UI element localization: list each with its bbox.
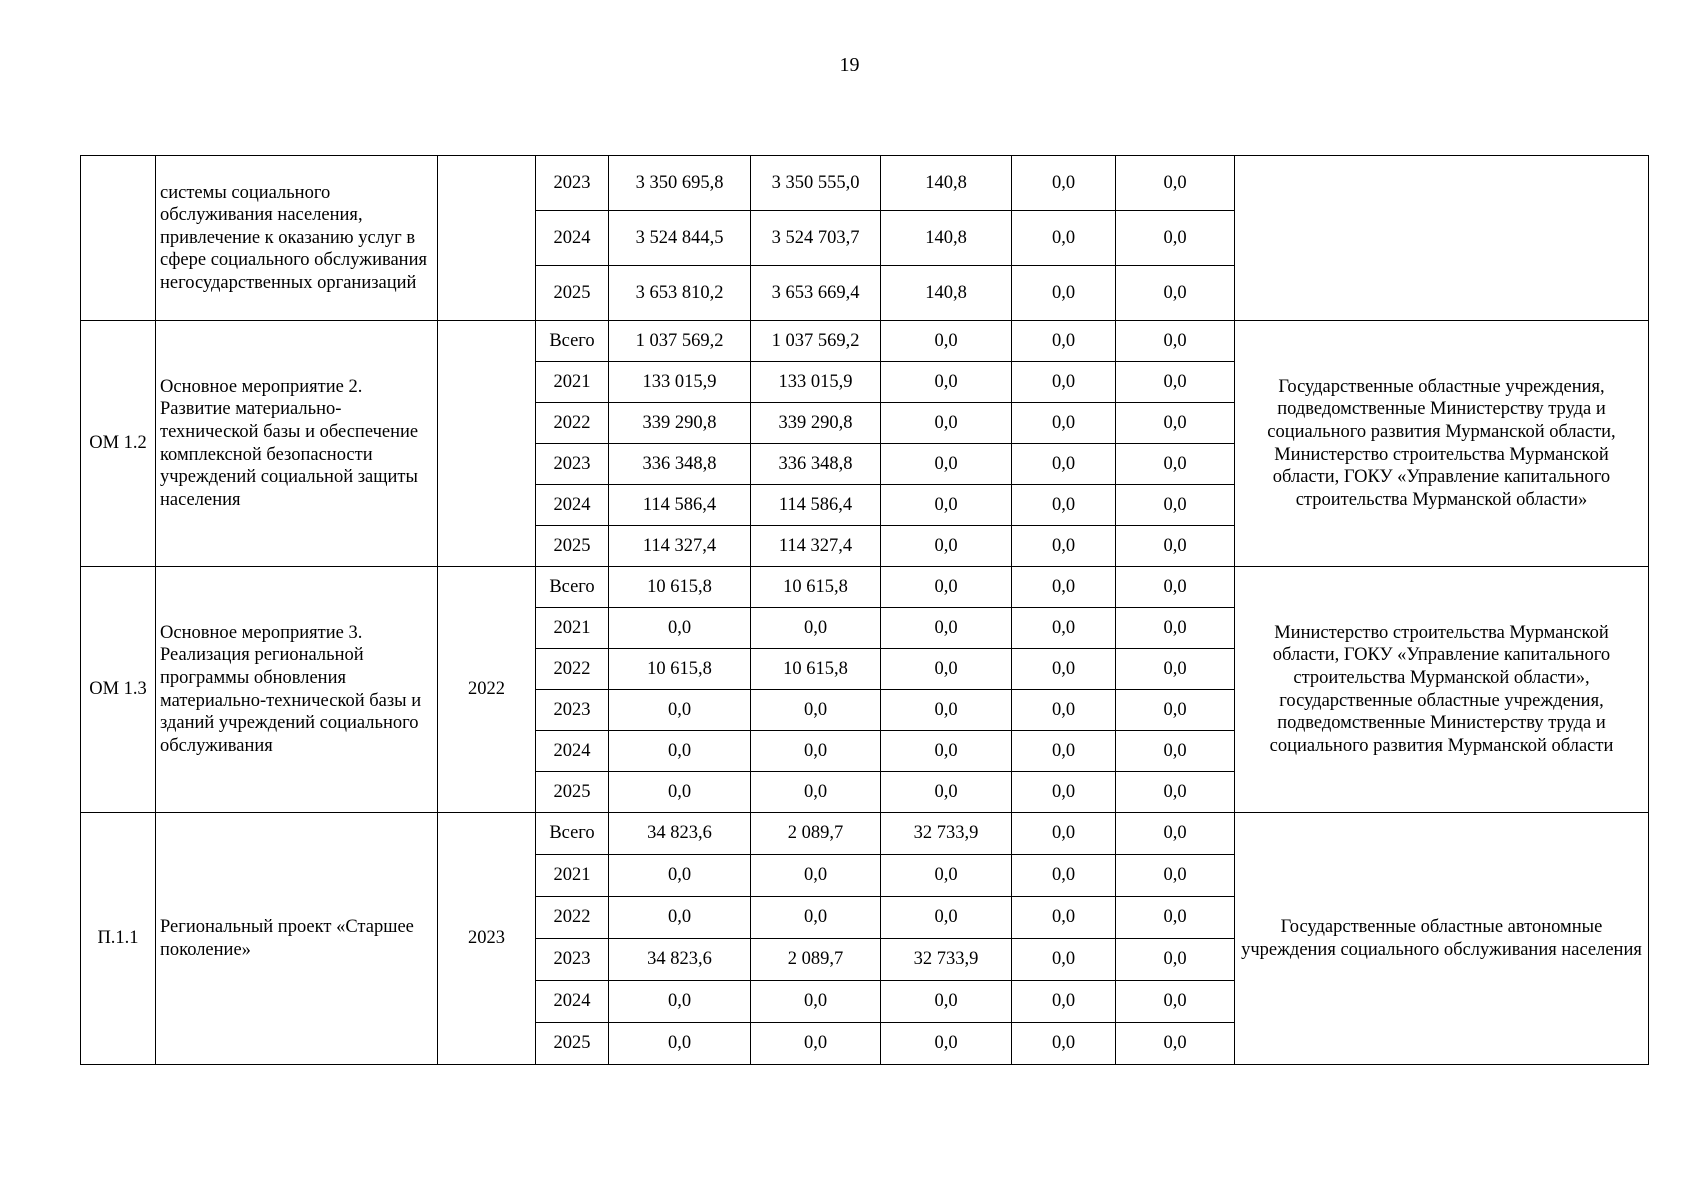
year-cell: 2025 xyxy=(536,772,609,813)
executor-cell: Министерство строительства Мурманской области, ГОКУ «Управление капитального строительства Мурманской области», государственные областные учреждения, подведомственные Министерству труда и социального развития Мурманской области xyxy=(1235,567,1649,813)
other-sources-cell: 0,0 xyxy=(1116,485,1235,526)
total-amount-cell: 0,0 xyxy=(609,1023,751,1065)
local-budget-cell: 0,0 xyxy=(1012,211,1116,266)
total-amount-cell: 0,0 xyxy=(609,690,751,731)
federal-budget-cell: 0,0 xyxy=(881,855,1012,897)
federal-budget-cell: 0,0 xyxy=(881,444,1012,485)
local-budget-cell: 0,0 xyxy=(1012,321,1116,362)
local-budget-cell: 0,0 xyxy=(1012,444,1116,485)
total-amount-cell: 336 348,8 xyxy=(609,444,751,485)
table-row xyxy=(81,321,1649,362)
local-budget-cell: 0,0 xyxy=(1012,731,1116,772)
total-amount-cell: 0,0 xyxy=(609,731,751,772)
regional-budget-cell: 114 586,4 xyxy=(751,485,881,526)
activity-name-cell: Основное мероприятие 3. Реализация региональной программы обновления материально-технической базы и зданий учреждений социального обслуживания xyxy=(156,567,438,813)
other-sources-cell: 0,0 xyxy=(1116,1023,1235,1065)
federal-budget-cell: 0,0 xyxy=(881,485,1012,526)
other-sources-cell: 0,0 xyxy=(1116,855,1235,897)
regional-budget-cell: 3 653 669,4 xyxy=(751,266,881,321)
regional-budget-cell: 114 327,4 xyxy=(751,526,881,567)
table-body xyxy=(81,156,1649,1065)
regional-budget-cell: 336 348,8 xyxy=(751,444,881,485)
other-sources-cell: 0,0 xyxy=(1116,211,1235,266)
local-budget-cell: 0,0 xyxy=(1012,156,1116,211)
year-cell: 2021 xyxy=(536,608,609,649)
other-sources-cell: 0,0 xyxy=(1116,731,1235,772)
local-budget-cell: 0,0 xyxy=(1012,649,1116,690)
local-budget-cell: 0,0 xyxy=(1012,813,1116,855)
total-amount-cell: 3 653 810,2 xyxy=(609,266,751,321)
other-sources-cell: 0,0 xyxy=(1116,156,1235,211)
regional-budget-cell: 133 015,9 xyxy=(751,362,881,403)
regional-budget-cell: 10 615,8 xyxy=(751,649,881,690)
federal-budget-cell: 32 733,9 xyxy=(881,813,1012,855)
activity-name-cell: системы социального обслуживания населения, привлечение к оказанию услуг в сфере социального обслуживания негосударственных организаций xyxy=(156,156,438,321)
total-amount-cell: 339 290,8 xyxy=(609,403,751,444)
total-amount-cell: 34 823,6 xyxy=(609,939,751,981)
start-year-cell xyxy=(438,321,536,567)
federal-budget-cell: 0,0 xyxy=(881,649,1012,690)
local-budget-cell: 0,0 xyxy=(1012,1023,1116,1065)
regional-budget-cell: 1 037 569,2 xyxy=(751,321,881,362)
year-cell: 2022 xyxy=(536,649,609,690)
executor-cell: Государственные областные автономные учреждения социального обслуживания населения xyxy=(1235,813,1649,1065)
local-budget-cell: 0,0 xyxy=(1012,772,1116,813)
other-sources-cell: 0,0 xyxy=(1116,526,1235,567)
year-cell: Всего xyxy=(536,567,609,608)
total-amount-cell: 1 037 569,2 xyxy=(609,321,751,362)
other-sources-cell: 0,0 xyxy=(1116,362,1235,403)
table-row xyxy=(81,813,1649,855)
other-sources-cell: 0,0 xyxy=(1116,266,1235,321)
other-sources-cell: 0,0 xyxy=(1116,813,1235,855)
other-sources-cell: 0,0 xyxy=(1116,444,1235,485)
year-cell: 2021 xyxy=(536,362,609,403)
other-sources-cell: 0,0 xyxy=(1116,939,1235,981)
year-cell: 2024 xyxy=(536,731,609,772)
executor-cell: Государственные областные учреждения, подведомственные Министерству труда и социального развития Мурманской области, Министерство строительства Мурманской области, ГОКУ «Управление капитального строительства Мурманской области» xyxy=(1235,321,1649,567)
federal-budget-cell: 0,0 xyxy=(881,690,1012,731)
federal-budget-cell: 140,8 xyxy=(881,211,1012,266)
year-cell: 2025 xyxy=(536,526,609,567)
total-amount-cell: 3 350 695,8 xyxy=(609,156,751,211)
federal-budget-cell: 0,0 xyxy=(881,1023,1012,1065)
total-amount-cell: 114 327,4 xyxy=(609,526,751,567)
activity-name-cell: Основное мероприятие 2. Развитие материально-технической базы и обеспечение комплексной безопасности учреждений социальной защиты населения xyxy=(156,321,438,567)
other-sources-cell: 0,0 xyxy=(1116,981,1235,1023)
total-amount-cell: 114 586,4 xyxy=(609,485,751,526)
executor-cell xyxy=(1235,156,1649,321)
start-year-cell: 2022 xyxy=(438,567,536,813)
program-finance-table xyxy=(80,155,1649,1065)
total-amount-cell: 3 524 844,5 xyxy=(609,211,751,266)
start-year-cell: 2023 xyxy=(438,813,536,1065)
total-amount-cell: 0,0 xyxy=(609,855,751,897)
year-cell: 2024 xyxy=(536,485,609,526)
local-budget-cell: 0,0 xyxy=(1012,567,1116,608)
local-budget-cell: 0,0 xyxy=(1012,403,1116,444)
federal-budget-cell: 140,8 xyxy=(881,156,1012,211)
regional-budget-cell: 2 089,7 xyxy=(751,813,881,855)
regional-budget-cell: 3 350 555,0 xyxy=(751,156,881,211)
year-cell: 2025 xyxy=(536,1023,609,1065)
local-budget-cell: 0,0 xyxy=(1012,266,1116,321)
federal-budget-cell: 0,0 xyxy=(881,526,1012,567)
federal-budget-cell: 0,0 xyxy=(881,321,1012,362)
other-sources-cell: 0,0 xyxy=(1116,321,1235,362)
total-amount-cell: 34 823,6 xyxy=(609,813,751,855)
regional-budget-cell: 10 615,8 xyxy=(751,567,881,608)
start-year-cell xyxy=(438,156,536,321)
year-cell: 2024 xyxy=(536,211,609,266)
federal-budget-cell: 140,8 xyxy=(881,266,1012,321)
federal-budget-cell: 0,0 xyxy=(881,567,1012,608)
total-amount-cell: 10 615,8 xyxy=(609,649,751,690)
other-sources-cell: 0,0 xyxy=(1116,567,1235,608)
year-cell: 2023 xyxy=(536,156,609,211)
other-sources-cell: 0,0 xyxy=(1116,649,1235,690)
regional-budget-cell: 0,0 xyxy=(751,855,881,897)
year-cell: 2025 xyxy=(536,266,609,321)
local-budget-cell: 0,0 xyxy=(1012,362,1116,403)
other-sources-cell: 0,0 xyxy=(1116,403,1235,444)
local-budget-cell: 0,0 xyxy=(1012,939,1116,981)
total-amount-cell: 0,0 xyxy=(609,897,751,939)
total-amount-cell: 10 615,8 xyxy=(609,567,751,608)
table-row xyxy=(81,156,1649,211)
other-sources-cell: 0,0 xyxy=(1116,772,1235,813)
local-budget-cell: 0,0 xyxy=(1012,981,1116,1023)
federal-budget-cell: 0,0 xyxy=(881,403,1012,444)
regional-budget-cell: 0,0 xyxy=(751,690,881,731)
local-budget-cell: 0,0 xyxy=(1012,526,1116,567)
total-amount-cell: 0,0 xyxy=(609,772,751,813)
activity-name-cell: Региональный проект «Старшее поколение» xyxy=(156,813,438,1065)
federal-budget-cell: 0,0 xyxy=(881,772,1012,813)
federal-budget-cell: 0,0 xyxy=(881,731,1012,772)
total-amount-cell: 0,0 xyxy=(609,608,751,649)
regional-budget-cell: 0,0 xyxy=(751,897,881,939)
year-cell: 2023 xyxy=(536,444,609,485)
other-sources-cell: 0,0 xyxy=(1116,897,1235,939)
activity-code-cell: П.1.1 xyxy=(81,813,156,1065)
regional-budget-cell: 0,0 xyxy=(751,981,881,1023)
total-amount-cell: 0,0 xyxy=(609,981,751,1023)
page-number: 19 xyxy=(839,54,860,76)
regional-budget-cell: 0,0 xyxy=(751,608,881,649)
year-cell: Всего xyxy=(536,813,609,855)
regional-budget-cell: 3 524 703,7 xyxy=(751,211,881,266)
local-budget-cell: 0,0 xyxy=(1012,485,1116,526)
activity-code-cell: ОМ 1.2 xyxy=(81,321,156,567)
table-row xyxy=(81,567,1649,608)
regional-budget-cell: 2 089,7 xyxy=(751,939,881,981)
activity-code-cell xyxy=(81,156,156,321)
other-sources-cell: 0,0 xyxy=(1116,690,1235,731)
local-budget-cell: 0,0 xyxy=(1012,855,1116,897)
year-cell: 2023 xyxy=(536,690,609,731)
year-cell: 2023 xyxy=(536,939,609,981)
regional-budget-cell: 0,0 xyxy=(751,731,881,772)
local-budget-cell: 0,0 xyxy=(1012,608,1116,649)
federal-budget-cell: 0,0 xyxy=(881,897,1012,939)
federal-budget-cell: 0,0 xyxy=(881,608,1012,649)
year-cell: 2021 xyxy=(536,855,609,897)
total-amount-cell: 133 015,9 xyxy=(609,362,751,403)
federal-budget-cell: 0,0 xyxy=(881,362,1012,403)
regional-budget-cell: 0,0 xyxy=(751,1023,881,1065)
year-cell: 2022 xyxy=(536,897,609,939)
year-cell: 2024 xyxy=(536,981,609,1023)
regional-budget-cell: 339 290,8 xyxy=(751,403,881,444)
activity-code-cell: ОМ 1.3 xyxy=(81,567,156,813)
year-cell: Всего xyxy=(536,321,609,362)
local-budget-cell: 0,0 xyxy=(1012,690,1116,731)
other-sources-cell: 0,0 xyxy=(1116,608,1235,649)
year-cell: 2022 xyxy=(536,403,609,444)
federal-budget-cell: 32 733,9 xyxy=(881,939,1012,981)
regional-budget-cell: 0,0 xyxy=(751,772,881,813)
federal-budget-cell: 0,0 xyxy=(881,981,1012,1023)
local-budget-cell: 0,0 xyxy=(1012,897,1116,939)
